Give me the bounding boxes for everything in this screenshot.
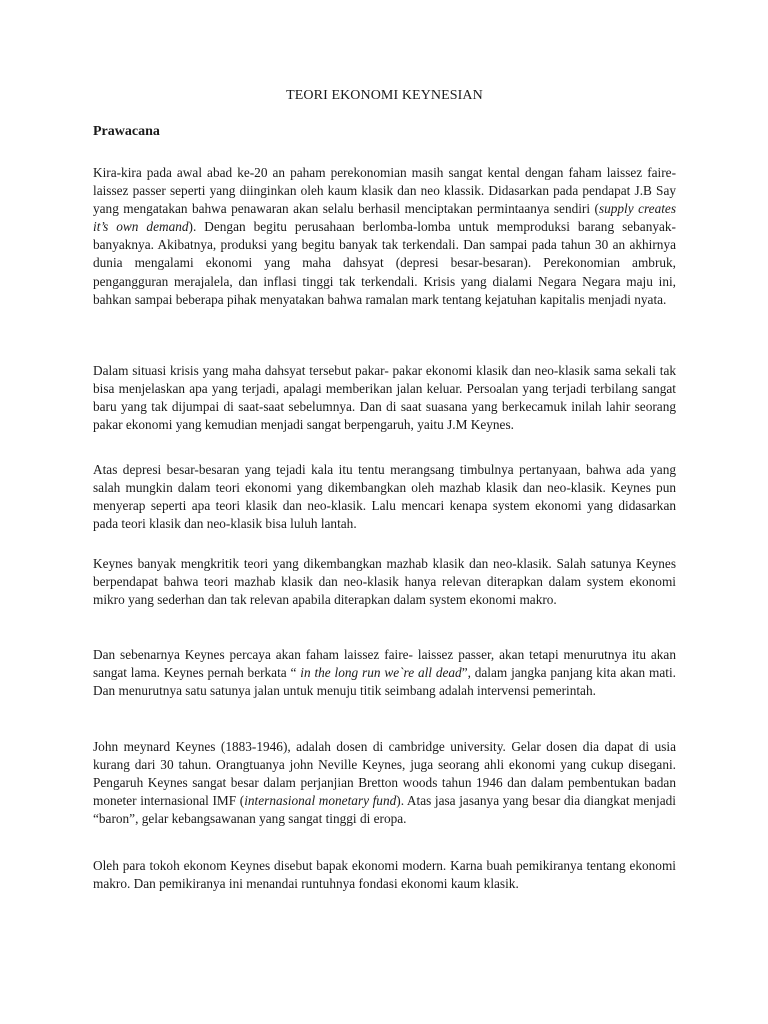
paragraph-6 <box>93 738 676 828</box>
paragraph-3: Atas depresi besar-besaran yang tejadi kala itu tentu merangsang timbulnya pertanyaan, bahwa ada yang salah mungkin dalam teori ekonomi yang dikembangkan oleh mazhab klasik dan neo-klasik. Keynes pun menyerap seperti apa teori klasik dan neo-klasik. Lalu mencari kenapa system ekonomi yang didasarkan pada teori klasik dan neo-klasik bisa luluh lantah. <box>93 462 676 532</box>
paragraph-5-text-a: Dan sebenarnya Keynes percaya akan faham laissez faire- laissez passer, akan tetapi menurutnya itu akan sangat lama. Keynes pernah berkata “ <box>93 647 676 681</box>
paragraph-1 <box>93 164 676 309</box>
paragraph-4: Keynes banyak mengkritik teori yang dikembangkan mazhab klasik dan neo-klasik. Salah satunya Keynes berpendapat bahwa teori mazhab klasik dan neo-klasik hanya relevan diterapkan dalam system ekonomi mikro yang sederhan dan tak relevan apabila diterapkan dalam system ekonomi makro. <box>93 556 676 608</box>
paragraph-7: Oleh para tokoh ekonom Keynes disebut bapak ekonomi modern. Karna buah pemikiranya tentang ekonomi makro. Dan pemikiranya ini menandai runtuhnya fondasi ekonomi kaum klasik. <box>93 858 676 892</box>
paragraph-1-text-a: Kira-kira pada awal abad ke-20 an paham perekonomian masih sangat kental dengan faham laissez faire- laissez passer seperti yang diinginkan oleh kaum klasik dan neo klassik. Didasarkan pada pendapat J.B Say yang mengatakan bahwa penawaran akan selalu berhasil menciptakan permintaanya sendiri ( <box>93 165 676 217</box>
paragraph-5-quote: in the long run we`re all dead <box>300 665 462 681</box>
paragraph-6-text-b: ). Atas jasa jasanya yang besar dia diangkat menjadi “baron”, gelar kebangsawanan yang sangat tinggi di eropa. <box>93 793 677 827</box>
document-title: TEORI EKONOMI KEYNESIAN <box>286 88 483 103</box>
paragraph-2: Dalam situasi krisis yang maha dahsyat tersebut pakar- pakar ekonomi klasik dan neo-klasik sama sekali tak bisa menjelaskan apa yang terjadi, apalagi memberikan jalan keluar. Persoalan yang terjadi terbilang sangat baru yang tak dijumpai di saat-saat sebelumnya. Dan di saat suasana yang berkecamuk inilah lahir seorang pakar ekonomi yang kemudian menjadi sangat berpengaruh, yaitu J.M Keynes. <box>93 363 676 433</box>
section-heading: Prawacana <box>93 124 160 139</box>
paragraph-5 <box>93 646 676 700</box>
paragraph-6-emphasis: internasional monetary fund <box>244 793 397 809</box>
paragraph-5-text-b: ”, dalam jangka panjang kita akan mati. Dan menurutnya satu satunya jalan untuk menuju titik seimbang adalah intervensi pemerintah. <box>93 665 676 699</box>
paragraph-1-text-b: ). Dengan begitu perusahaan berlomba-lomba untuk memproduksi barang sebanyak- banyaknya. Akibatnya, produksi yang begitu banyak tak terkendali. Dan sampai pada tahun 30 an akhirnya dunia mengalami ekonomi yang maha dahsyat (depresi besar-besaran). Perekonomian ambruk, pengangguran merajalela, dan inflasi tinggi tak terkendali. Krisis yang dialami Negara Negara maju ini, bahkan sampai beberapa pihak menyatakan bahwa ramalan mark tentang kejatuhan kapitalis menjadi nyata. <box>93 219 676 307</box>
paragraph-6-text-a: John meynard Keynes (1883-1946), adalah dosen di cambridge university. Gelar dosen dia dapat di usia kurang dari 30 tahun. Orangtuanya john Neville Keynes, juga seorang ahli ekonomi yang cukup disegani. Pengaruh Keynes sangat besar dalam perjanjian Bretton woods tahun 1946 dan dalam pembentukan badan moneter internasional IMF ( <box>93 739 676 809</box>
paragraph-1-emphasis: supply creates it’s own demand <box>93 201 677 235</box>
